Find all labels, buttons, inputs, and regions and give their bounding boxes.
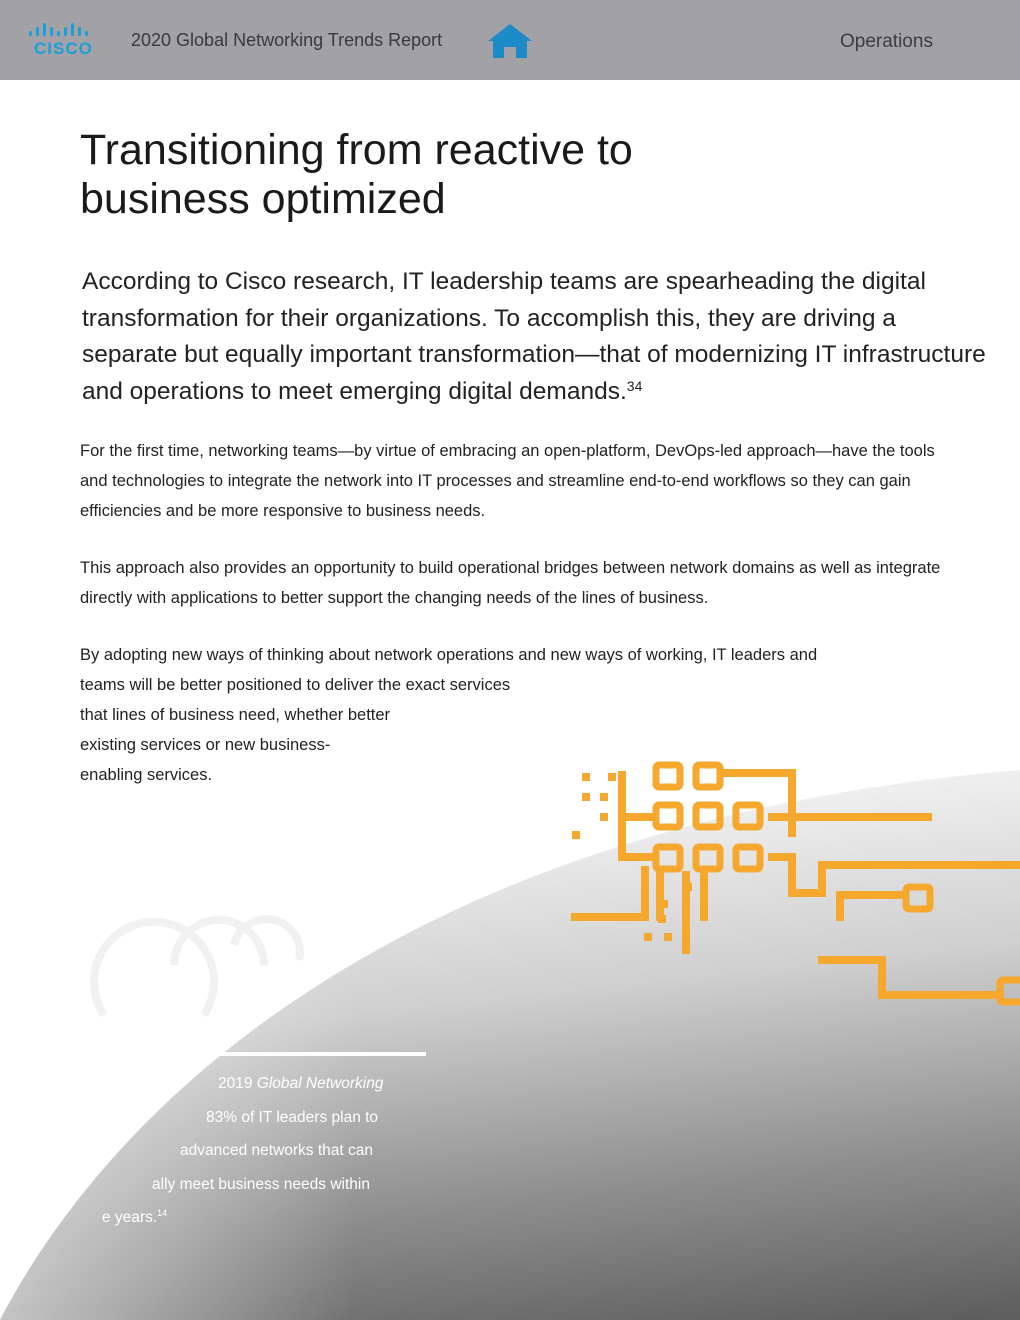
stat-text-line-4: ally meet business needs within (152, 1175, 370, 1193)
body-paragraph-1: For the first time, networking teams—by virtue of embracing an open-platform, DevOps-led approach—have the tools and technologies to integrate the network into IT processes and streamline end-to-end workflows so they can gain efficiencies and be more responsive to business needs. (80, 442, 935, 520)
cisco-logo-text: CISCO (34, 39, 93, 58)
stat-text-line-2: 83% of IT leaders plan to (206, 1108, 379, 1126)
paragraph-3-line-5: enabling services. (80, 766, 213, 784)
page-title-line-2: business optimized (80, 175, 446, 223)
stat-text-line-3: advanced networks that can (180, 1142, 374, 1159)
stat-text-line-5: e years. (102, 1209, 158, 1226)
paragraph-3-line-2: teams will be better positioned to deliver the exact services (80, 676, 511, 694)
circuit-graphic-icon (560, 755, 1020, 1015)
stat-text (78, 1067, 423, 1235)
home-icon[interactable] (485, 22, 535, 60)
page-title (80, 126, 780, 224)
paragraph-3-line-3: that lines of business need, whether better (80, 706, 391, 724)
header-bar (0, 0, 1020, 80)
report-title: 2020 Global Networking Trends Report (131, 30, 443, 50)
stat-ring-icon (84, 905, 324, 1035)
lead-text: According to Cisco research, IT leadership teams are spearheading the digital transformation for their organizations. To accomplish this, they are driving a separate but equally important transformation—that of modernizing IT infrastructure and operations to meet emerging digital demands. (82, 268, 986, 405)
cisco-logo-icon (28, 22, 98, 38)
paragraph-3-line-1: By adopting new ways of thinking about network operations and new ways of working, IT leaders and (80, 646, 818, 664)
paragraph-3-line-4: existing services or new business- (80, 736, 331, 754)
stat-divider (96, 1052, 426, 1056)
section-label: Operations (840, 31, 933, 52)
stat-text-pre: 2019 (218, 1075, 257, 1092)
stat-text-italic: Global Networking (256, 1075, 384, 1092)
page-title-line-1: Transitioning from reactive to (80, 126, 633, 174)
lead-paragraph (82, 264, 992, 410)
lead-footnote-ref[interactable]: 34 (626, 377, 643, 394)
cisco-logo[interactable] (28, 22, 98, 62)
stat-footnote-ref[interactable]: 14 (157, 1208, 168, 1218)
body-paragraph-2: This approach also provides an opportunity to build operational bridges between network domains as well as integrate directly with applications to better support the changing needs of the lines of business. (80, 559, 941, 607)
